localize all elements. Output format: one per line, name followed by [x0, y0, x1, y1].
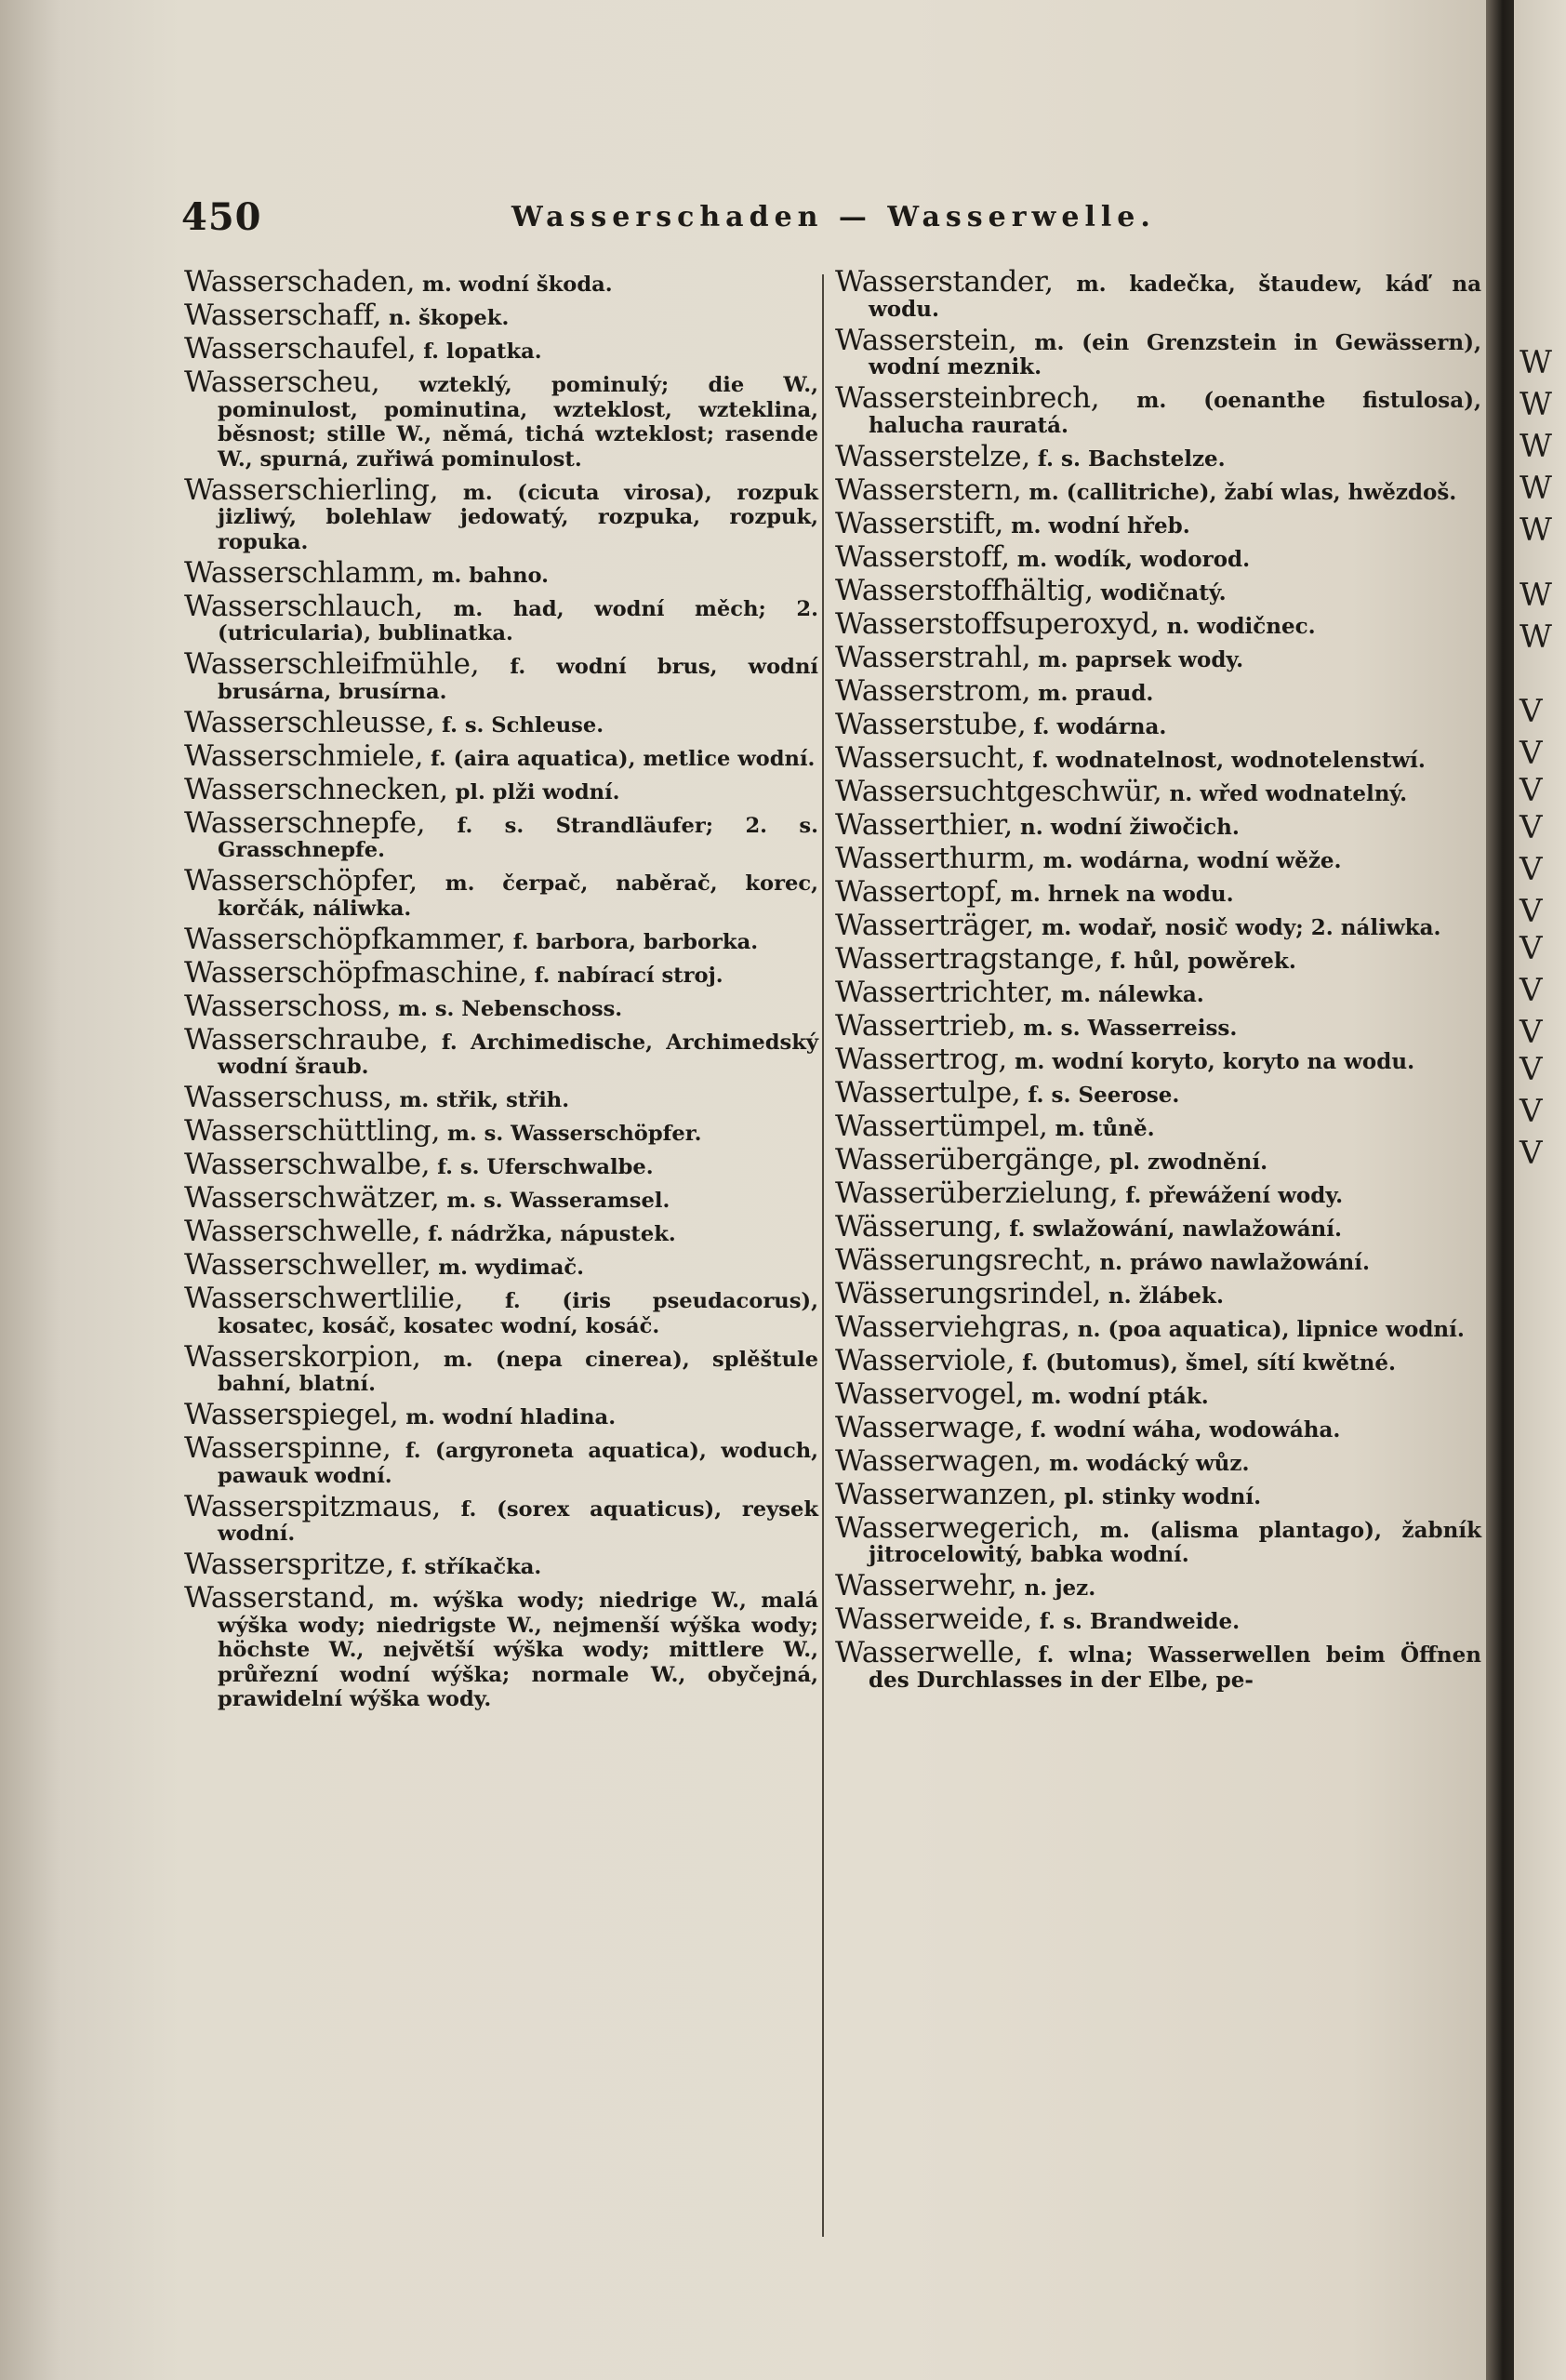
entry-headword: Wasserviehgras, [835, 1310, 1070, 1344]
facing-page-letter: V [1520, 930, 1543, 967]
dictionary-entry [835, 606, 1481, 641]
dictionary-entry [835, 1376, 1481, 1411]
entry-headword: Wasserschnepfe, [184, 805, 426, 840]
dictionary-entry [835, 1510, 1481, 1568]
entry-headword: Wassersteinbrech, [835, 381, 1100, 415]
entry-headword: Wasserskorpion, [184, 1339, 421, 1374]
entry-headword: Wasserstoffhältig, [835, 573, 1094, 607]
entry-definition: f. stříkačka. [393, 1555, 542, 1579]
dictionary-entry [835, 740, 1481, 775]
entry-definition: f. přewážení wody. [1118, 1182, 1344, 1208]
entry-definition: f. wodnatelnost, wodnotelenstwí. [1025, 747, 1426, 773]
entry-headword: Wasserschwertlilie, [184, 1282, 464, 1315]
entry-headword: Wasserträger, [835, 908, 1034, 942]
entry-definition: f. wodní wáha, wodowáha. [1023, 1416, 1341, 1443]
dictionary-entry [835, 1276, 1481, 1310]
dictionary-entry [835, 975, 1481, 1009]
entry-definition: m. s. Wasserreiss. [1015, 1015, 1238, 1041]
dictionary-entry [184, 805, 818, 863]
dictionary-entry [184, 1215, 818, 1248]
entry-headword: Wasserschierling, [184, 472, 439, 507]
book-spine [1486, 0, 1514, 2380]
dictionary-entry [835, 1142, 1481, 1177]
dictionary-entry [835, 1569, 1481, 1602]
entry-definition: m. wodní koryto, koryto na wodu. [1006, 1048, 1415, 1074]
dictionary-entry [184, 1181, 818, 1215]
entry-definition: m. (oenanthe fistulosa), halucha rauratá. [869, 388, 1481, 438]
entry-definition: f. hůl, powěrek. [1103, 948, 1296, 974]
entry-headword: Wassertrichter, [835, 975, 1054, 1009]
entry-definition: pl. plži wodní. [447, 779, 620, 804]
entry-definition: f. wodárna. [1026, 713, 1167, 739]
entry-headword: Wasserspinne, [184, 1431, 392, 1465]
dictionary-entry [835, 506, 1481, 540]
entry-definition: m. wodárna, wodní wěže. [1035, 847, 1342, 873]
entry-definition: f. wlna; Wasserwellen beim Öffnen des Durchlasses in der Elbe, pe- [869, 1642, 1481, 1693]
entry-definition: m. kadečka, štaudew, káď na wodu. [869, 272, 1481, 322]
dictionary-entry [184, 1489, 818, 1547]
running-head: Wasserschaden — Wasserwelle. [511, 201, 1156, 233]
entry-headword: Wasserstrahl, [835, 640, 1031, 674]
dictionary-entry [835, 573, 1481, 607]
dictionary-entry [184, 299, 818, 332]
facing-page-letter: V [1520, 735, 1543, 772]
dictionary-entry [835, 1209, 1481, 1243]
entry-definition: m. střik, střih. [392, 1088, 570, 1112]
entry-headword: Wasserschleifmühle, [184, 647, 480, 681]
entry-headword: Wasservogel, [835, 1376, 1025, 1411]
dictionary-entry [184, 1431, 818, 1488]
dictionary-entry [835, 439, 1481, 473]
page-header [181, 195, 1158, 251]
entry-definition: m. nálewka. [1053, 981, 1204, 1007]
dictionary-entry [184, 647, 818, 704]
entry-headword: Wasserthurm, [835, 841, 1036, 875]
dictionary-entry [184, 1248, 818, 1282]
entry-definition: f. (argyroneta aquatica), woduch, pawauk wodní. [218, 1439, 818, 1488]
entry-definition: pl. zwodnění. [1102, 1149, 1268, 1175]
facing-page-letter: W [1520, 470, 1552, 507]
entry-definition: n. wřed wodnatelný. [1161, 780, 1408, 806]
entry-definition: f. s. Seerose. [1020, 1082, 1180, 1108]
dictionary-entry [184, 1398, 818, 1431]
entry-definition: m. tůně. [1047, 1115, 1155, 1141]
dictionary-entry [835, 472, 1481, 507]
facing-page-letter: W [1520, 344, 1552, 381]
entry-definition: f. s. Brandweide. [1031, 1609, 1241, 1634]
entry-definition: m. (cicuta virosa), rozpuk jizliwý, bolehlaw jedowatý, rozpuka, rozpuk, ropuka. [218, 480, 818, 554]
dictionary-entry [835, 1343, 1481, 1377]
entry-headword: Wasserstern, [835, 472, 1022, 507]
entry-headword: Wassertümpel, [835, 1109, 1048, 1143]
entry-definition: f. s. Uferschwalbe. [430, 1155, 654, 1179]
entry-definition: f. wodní brus, wodní brusárna, brusírna. [218, 655, 818, 704]
facing-page-letter: V [1520, 693, 1543, 730]
entry-headword: Wassertrieb, [835, 1008, 1016, 1043]
entry-headword: Wasserwegerich, [835, 1510, 1081, 1545]
dictionary-entry [184, 922, 818, 956]
entry-headword: Wassertrog, [835, 1042, 1007, 1076]
entry-headword: Wasserspritze, [184, 1548, 394, 1581]
entry-headword: Wasserschöpfkammer, [184, 922, 506, 956]
entry-definition: m. s. Wasserschöpfer. [440, 1122, 702, 1146]
entry-headword: Wasserschaufel, [184, 332, 417, 366]
entry-definition: n. škopek. [381, 306, 510, 330]
dictionary-entry [835, 841, 1481, 875]
dictionary-entry [835, 1243, 1481, 1277]
entry-definition: n. jez. [1016, 1576, 1096, 1601]
facing-page-letter: W [1520, 512, 1552, 549]
entry-headword: Wasserschöpfmaschine, [184, 955, 527, 990]
facing-page-letter: W [1520, 577, 1552, 614]
dictionary-entry [184, 366, 818, 472]
entry-definition: n. žlábek. [1100, 1283, 1224, 1309]
dictionary-entry [184, 705, 818, 739]
facing-page-letter: V [1520, 972, 1543, 1009]
entry-headword: Wasserschoss, [184, 989, 392, 1023]
entry-headword: Wasserspitzmaus, [184, 1489, 441, 1523]
entry-definition: m. wydimač. [431, 1256, 585, 1280]
facing-page-letter: V [1520, 893, 1543, 930]
dictionary-entry [184, 989, 818, 1023]
dictionary-entry [835, 1008, 1481, 1043]
entry-definition: m. (alisma plantago), žabník jitrocelowitý, babka wodní. [869, 1517, 1481, 1567]
dictionary-entry [835, 941, 1481, 976]
dictionary-entry [184, 738, 818, 773]
entry-headword: Wasserwelle, [835, 1636, 1023, 1669]
entry-headword: Wasserstoffsuperoxyd, [835, 606, 1160, 641]
entry-headword: Wasserwage, [835, 1410, 1024, 1444]
entry-headword: Wasserschöpfer, [184, 864, 418, 897]
entry-headword: Wassersuchtgeschwür, [835, 774, 1162, 808]
page-number: 450 [181, 195, 262, 239]
entry-headword: Wasserstrom, [835, 673, 1031, 708]
entry-headword: Wasserviole, [835, 1343, 1015, 1377]
facing-page-letter: W [1520, 428, 1552, 465]
entry-definition: n. wodičnec. [1159, 613, 1316, 639]
entry-headword: Wasserschuss, [184, 1081, 392, 1114]
entry-definition: f. Archimedische, Archimedský wodní šraub. [218, 1030, 818, 1079]
dictionary-entry [835, 539, 1481, 574]
entry-definition: f. (sorex aquaticus), reysek wodní. [218, 1496, 818, 1546]
entry-headword: Wässerung, [835, 1209, 1002, 1243]
facing-page-edge [1514, 0, 1566, 2380]
dictionary-entry [184, 555, 818, 590]
dictionary-entry [835, 1443, 1481, 1478]
entry-headword: Wasserschwelle, [184, 1215, 421, 1248]
dictionary-entry [835, 1310, 1481, 1344]
entry-headword: Wasserschwalbe, [184, 1148, 431, 1181]
entry-headword: Wasserschraube, [184, 1022, 429, 1057]
entry-headword: Wasserschnecken, [184, 772, 448, 806]
entry-headword: Wasserweide, [835, 1602, 1032, 1636]
dictionary-entry [184, 864, 818, 921]
entry-definition: f. nabírací stroj. [526, 963, 723, 988]
entry-headword: Wasserstand, [184, 1581, 376, 1615]
entry-headword: Wasserstander, [835, 265, 1054, 299]
entry-definition: f. s. Strandläufer; 2. s. Grasschnepfe. [218, 813, 818, 862]
entry-headword: Wasserschüttling, [184, 1114, 441, 1148]
entry-definition: m. praud. [1030, 680, 1154, 706]
dictionary-entry [835, 1109, 1481, 1143]
dictionary-entry [184, 589, 818, 646]
entry-headword: Wasserwehr, [835, 1569, 1017, 1602]
entry-headword: Wassertragstange, [835, 941, 1103, 976]
entry-definition: m. wodní hladina. [398, 1405, 617, 1429]
dictionary-entry [835, 908, 1481, 942]
dictionary-entry [184, 1081, 818, 1114]
entry-definition: m. (nepa cinerea), splěštule bahní, blatní. [218, 1347, 818, 1396]
column-divider [822, 274, 824, 2237]
entry-definition: f. nádržka, nápustek. [420, 1222, 676, 1246]
entry-definition: m. had, wodní měch; 2. (utricularia), bublinatka. [218, 596, 818, 645]
dictionary-entry [835, 1042, 1481, 1076]
entry-definition: m. paprsek wody. [1030, 646, 1244, 672]
entry-definition: m. wodní škoda. [415, 273, 613, 297]
entry-headword: Wassersucht, [835, 740, 1026, 775]
facing-page-letter: V [1520, 851, 1543, 888]
entry-headword: Wasserschlamm, [184, 555, 425, 590]
facing-page-letter: V [1520, 1093, 1543, 1130]
dictionary-entry [184, 1581, 818, 1712]
entry-definition: m. s. Nebenschoss. [391, 996, 623, 1021]
dictionary-entry [835, 874, 1481, 909]
dictionary-entry [184, 955, 818, 990]
dictionary-entry [184, 1339, 818, 1397]
dictionary-entry [835, 1075, 1481, 1110]
entry-definition: f. lopatka. [416, 339, 542, 364]
entry-definition: m. wodní pták. [1024, 1383, 1209, 1409]
facing-page-letter: V [1520, 1051, 1543, 1088]
entry-definition: m. wodní hřeb. [1003, 512, 1190, 538]
dictionary-entry [835, 323, 1481, 380]
entry-definition: f. (iris pseudacorus), kosatec, kosáč, kosatec wodní, kosáč. [218, 1289, 818, 1338]
entry-definition: wzteklý, pominulý; die W., pominulost, pominutina, wzteklost, wzteklina, běsnost; stille W., němá, tichá wzteklost; rasende W., spurná, zuřiwá pominulost. [218, 373, 818, 472]
facing-page-letter: W [1520, 386, 1552, 423]
entry-headword: Wasserthier, [835, 807, 1013, 842]
entry-headword: Wasserstift, [835, 506, 1004, 540]
dictionary-entry [835, 1176, 1481, 1210]
entry-headword: Wasserstoff, [835, 539, 1010, 574]
entry-definition: m. čerpač, naběrač, korec, korčák, náliwka. [218, 871, 818, 921]
entry-headword: Wasserscheu, [184, 366, 380, 399]
facing-page-letter: V [1520, 809, 1543, 846]
entry-headword: Wasserüberzielung, [835, 1176, 1119, 1210]
dictionary-entry [184, 772, 818, 806]
dictionary-entry [184, 472, 818, 555]
dictionary-entry [184, 1114, 818, 1148]
entry-definition: n. (poa aquatica), lipnice wodní. [1069, 1316, 1465, 1342]
entry-headword: Wasserschaff, [184, 299, 382, 332]
entry-headword: Wasserschlauch, [184, 589, 423, 623]
dictionary-entry [835, 640, 1481, 674]
dictionary-entry [184, 265, 818, 299]
right-column [835, 265, 1481, 1699]
entry-headword: Wässerungsrecht, [835, 1243, 1093, 1277]
dictionary-entry [184, 1548, 818, 1581]
dictionary-entry [184, 1282, 818, 1338]
entry-headword: Wassertulpe, [835, 1075, 1021, 1110]
dictionary-entry [835, 774, 1481, 808]
left-column [184, 265, 818, 1718]
entry-definition: m. bahno. [424, 563, 550, 588]
entry-definition: m. wýška wody; niedrige W., malá wýška wody; niedrigste W., nejmenší wýška wody; höchste W., největší wýška wody; mittlere W., průřezní wodní wýška; normale W., obyčejná, prawidelní wýška wody. [218, 1589, 818, 1711]
facing-page-letter: V [1520, 772, 1543, 809]
facing-page-letter: W [1520, 618, 1552, 656]
entry-headword: Wasserschwätzer, [184, 1181, 440, 1215]
entry-headword: Wasserschweller, [184, 1248, 431, 1282]
entry-headword: Wasserschaden, [184, 265, 416, 299]
entry-headword: Wasserstelze, [835, 439, 1030, 473]
dictionary-entry [184, 1022, 818, 1080]
entry-definition: m. wodácký wůz. [1042, 1450, 1250, 1476]
dictionary-entry [835, 381, 1481, 438]
dictionary-entry [835, 1602, 1481, 1636]
entry-definition: n. práwo nawlažowání. [1092, 1249, 1370, 1275]
entry-definition: f. (butomus), šmel, sítí kwětné. [1015, 1350, 1396, 1376]
dictionary-entry [835, 673, 1481, 708]
entry-definition: m. hrnek na wodu. [1002, 881, 1234, 907]
entry-definition: m. wodík, wodorod. [1009, 546, 1251, 572]
dictionary-entry [835, 1410, 1481, 1444]
entry-definition: m. wodař, nosič wody; 2. náliwka. [1033, 914, 1441, 940]
dictionary-entry [184, 332, 818, 366]
entry-headword: Wasserübergänge, [835, 1142, 1103, 1177]
entry-headword: Wasserwagen, [835, 1443, 1042, 1478]
dictionary-entry [835, 707, 1481, 741]
dictionary-entry [835, 265, 1481, 322]
entry-definition: n. wodní žiwočich. [1012, 814, 1240, 840]
entry-definition: pl. stinky wodní. [1056, 1483, 1262, 1509]
entry-headword: Wasserstein, [835, 323, 1017, 357]
dictionary-entry [835, 1636, 1481, 1693]
entry-headword: Wasserspiegel, [184, 1398, 399, 1431]
entry-definition: m. (ein Grenzstein in Gewässern), wodní meznik. [869, 329, 1481, 379]
entry-definition: wodičnatý. [1093, 579, 1227, 605]
entry-definition: f. s. Schleuse. [434, 712, 604, 738]
entry-headword: Wasserwanzen, [835, 1477, 1057, 1511]
dictionary-entry [835, 1477, 1481, 1511]
entry-headword: Wasserstube, [835, 707, 1027, 741]
entry-headword: Wässerungsrindel, [835, 1276, 1101, 1310]
entry-definition: f. barbora, barborka. [505, 929, 759, 954]
entry-headword: Wasserschleusse, [184, 705, 435, 739]
dictionary-entry [835, 807, 1481, 842]
entry-headword: Wasserschmiele, [184, 738, 424, 773]
entry-definition: f. s. Bachstelze. [1029, 445, 1226, 472]
entry-definition: f. (aira aquatica), metlice wodní. [423, 746, 816, 771]
entry-definition: m. (callitriche), žabí wlas, hwězdoš. [1021, 479, 1457, 505]
entry-definition: m. s. Wasseramsel. [439, 1189, 670, 1213]
facing-page-letter: V [1520, 1135, 1543, 1172]
dictionary-entry [184, 1148, 818, 1181]
entry-definition: f. swlažowání, nawlažowání. [1002, 1216, 1342, 1242]
facing-page-letter: V [1520, 1014, 1543, 1051]
entry-headword: Wassertopf, [835, 874, 1003, 909]
